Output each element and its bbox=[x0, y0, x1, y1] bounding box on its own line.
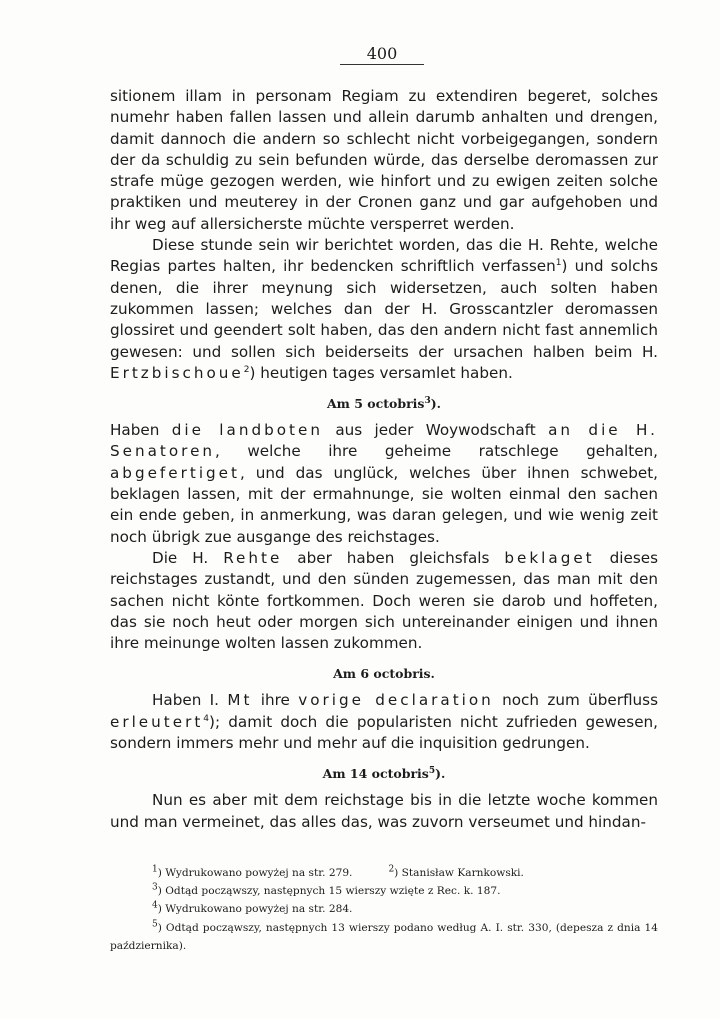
paragraph-reichstag-end: Nun es aber mit dem reichstage bis in die letzte woche kommen und man vermeinet, das alles das, was zuvorn verseumet und hindan- bbox=[110, 791, 658, 831]
footnote-number: 2 bbox=[388, 864, 395, 875]
paragraph-declaration bbox=[110, 690, 658, 754]
footnote-number: 1 bbox=[152, 864, 158, 875]
footnote-text: ) Stanisław Karnkowski. bbox=[394, 867, 524, 879]
heading-close: ). bbox=[430, 396, 442, 412]
text-run: ) und solchs denen, die ihrer meynung sich widersetzen, auch solten haben zukommen lassen; welches dan der H. Grosscantzler deromassen glossiret und geendert solt haben, das den andern nicht fast annemlich gewesen: und sollen sich beiderseits der ursachen halben beim H. bbox=[110, 257, 658, 361]
footnote-5 bbox=[110, 919, 658, 955]
footnote-4 bbox=[110, 900, 658, 918]
spaced-text: an die H. Senatoren bbox=[110, 421, 658, 461]
page-number: 400 bbox=[366, 44, 398, 63]
spaced-text: Ertzbischoue bbox=[110, 363, 244, 382]
text-run: aus jeder Woywodschaft bbox=[322, 421, 549, 440]
text-run: Diese stunde sein wir berichtet worden, das die H. Rehte, welche Regias partes halten, ihr bedencken schriftlich verfassen bbox=[110, 236, 658, 276]
paragraph-continuation: sitionem illam in personam Regiam zu extendiren begeret, solches numehr haben fallen lassen und allein darumb anhalten und drengen, damit dannoch die andern so schlecht nicht vorbeigegangen, sondern der da schuldig zu sein befunden würde, das derselbe deromassen zur strafe müge gezogen werden, wie hinfort und zu ewigen zeiten solche praktiken und meuterey in der Cronen ganz und gar aufgehoben und ihr weg auf allersicherste müchte versperret werden. bbox=[110, 87, 658, 233]
footnote-ref: 2 bbox=[243, 364, 250, 375]
footnote-number: 3 bbox=[152, 882, 158, 893]
footnote-text: ) Odtąd począwszy, następnych 13 wierszy podano według A. I. str. 330, (depesza z dnia 14 października). bbox=[110, 921, 658, 952]
text-run: Haben I. bbox=[152, 691, 228, 710]
spaced-text: Mt bbox=[227, 691, 253, 710]
paragraph-landboten bbox=[110, 420, 658, 548]
heading-text: Am 5 octobris bbox=[326, 396, 425, 412]
heading-close: ). bbox=[435, 766, 446, 782]
footnote-number: 4 bbox=[152, 900, 158, 911]
text-run: dieses reichstages zustandt, und den sünden zugemessen, das man mit den sachen nicht könte fortkommen. Doch weren sie darob und hoffeten, das sie noch heut oder morgen sich untereinander einigen und ihnen ihre meinunge wolten lassen zukommen. bbox=[110, 548, 658, 653]
section-heading-14-october bbox=[110, 765, 658, 783]
spaced-text: abgefertiget bbox=[110, 463, 240, 482]
text-run: ); damit doch die popularisten nicht zufrieden gewesen, sondern immers mehr und mehr auf die inquisition gedrungen. bbox=[110, 712, 658, 753]
footnote-1-2 bbox=[110, 864, 658, 882]
heading-text: Am 14 octobris bbox=[322, 766, 429, 782]
text-run: ) heutigen tages versamlet haben. bbox=[249, 363, 513, 382]
text-run: noch zum überfluss bbox=[493, 691, 658, 710]
text-run: , welche ihre geheime ratschlege gehalten, bbox=[215, 442, 658, 461]
paragraph-rehte-klage bbox=[110, 548, 658, 654]
text-run: , und das unglück, welches über ihnen schwebet, beklagen lassen, mit der ermahnunge, sie wolten einmal den sachen ein ende geben, in anmerkung, was daran gelegen, und wie wenig zeit noch übrigk zue ausgange des reichstages. bbox=[110, 463, 658, 546]
footnote-ref: 1 bbox=[555, 258, 562, 269]
section-heading-6-october bbox=[110, 665, 658, 683]
main-text bbox=[110, 86, 658, 833]
paragraph-rehte-report bbox=[110, 235, 658, 384]
footnote-number: 5 bbox=[152, 919, 158, 930]
footnote-ref: 4 bbox=[203, 713, 210, 724]
spaced-text: erleutert bbox=[110, 712, 204, 731]
footnote-ref: 3 bbox=[424, 396, 431, 406]
text-run: aber haben gleichsfals bbox=[282, 548, 505, 567]
heading-text: Am 6 octobris. bbox=[333, 666, 435, 682]
spaced-text: die landboten bbox=[171, 421, 323, 440]
footnote-text: ) Wydrukowano powyżej na str. 279. bbox=[157, 867, 353, 879]
footnote-text: ) Odtąd począwszy, następnych 15 wierszy wzięte z Rec. k. 187. bbox=[157, 885, 501, 898]
spaced-text: beklaget bbox=[504, 548, 595, 567]
footnotes bbox=[110, 864, 658, 955]
text-run: ihre bbox=[252, 691, 299, 710]
spaced-text: Rehte bbox=[223, 548, 283, 567]
spaced-text: vorige declaration bbox=[298, 691, 494, 710]
footnote-3 bbox=[110, 882, 658, 900]
text-run: Haben bbox=[110, 421, 172, 440]
section-heading-5-october bbox=[110, 395, 658, 413]
footnote-ref: 5 bbox=[428, 766, 436, 777]
text-run: Die H. bbox=[152, 548, 224, 567]
page-number-rule bbox=[340, 64, 424, 65]
footnote-text: ) Wydrukowano powyżej na str. 284. bbox=[157, 903, 353, 916]
